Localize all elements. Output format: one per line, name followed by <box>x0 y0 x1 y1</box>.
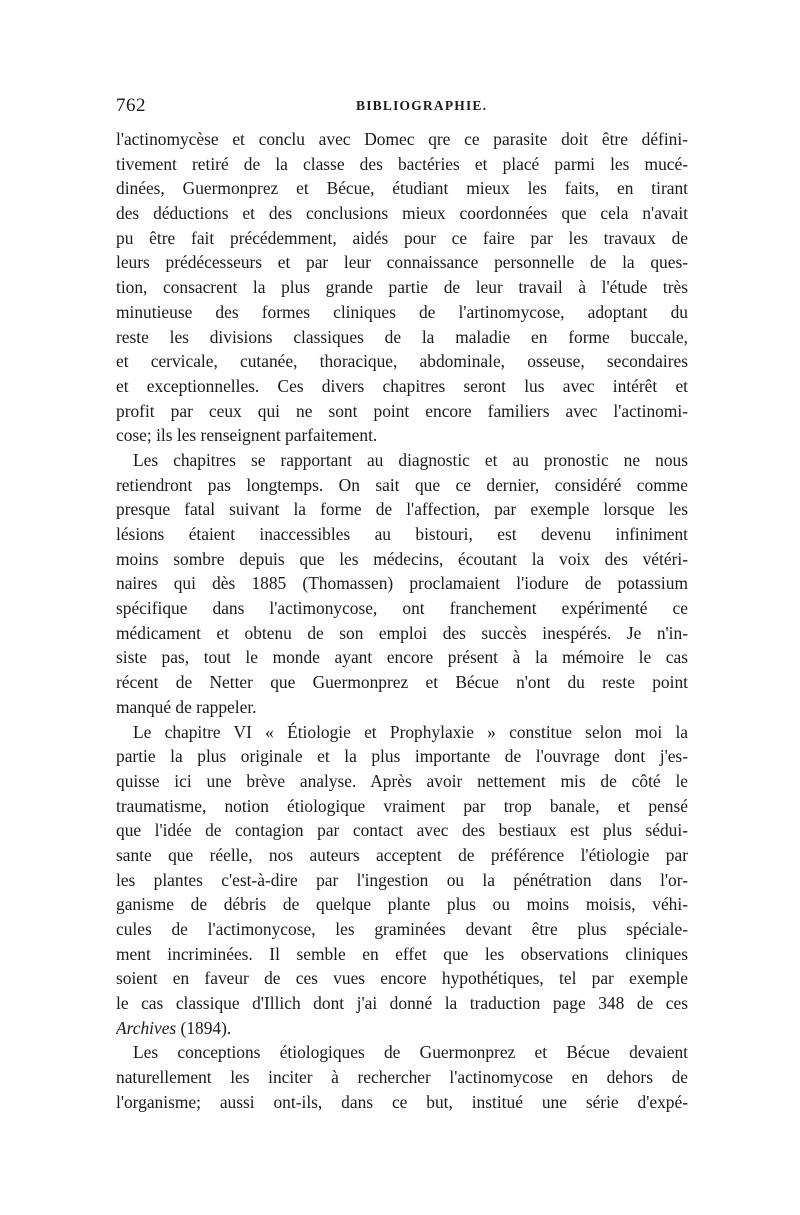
text-line: minutieuse des formes cliniques de l'artinomycose, adoptant du <box>116 301 688 322</box>
text-line: partie la plus originale et la plus importante de l'ouvrage dont j'es- <box>116 746 688 767</box>
text-line: traumatisme, notion étiologique vraiment par trop banale, et pensé <box>116 795 688 816</box>
running-title: BIBLIOGRAPHIE. <box>356 98 488 113</box>
year-citation: (1894). <box>176 1017 232 1038</box>
text-line: retiendront pas longtemps. On sait que ce dernier, considéré comme <box>116 474 688 495</box>
text-line: les plantes c'est-à-dire par l'ingestion ou la pénétration dans l'or- <box>116 869 688 890</box>
text-line: soient en faveur de ces vues encore hypothétiques, tel par exemple <box>116 968 688 989</box>
text-line: naires qui dès 1885 (Thomassen) proclamaient l'iodure de potassium <box>116 573 688 594</box>
text-line: profit par ceux qui ne sont point encore familiers avec l'actinomi- <box>116 400 688 421</box>
text-line: ganisme de débris de quelque plante plus ou moins moisis, véhi- <box>116 894 688 915</box>
text-line: quisse ici une brève analyse. Après avoir nettement mis de côté le <box>116 770 688 791</box>
text-line: sante que réelle, nos auteurs acceptent de préférence l'étiologie par <box>116 844 688 865</box>
text-line: siste pas, tout le monde ayant encore présent à la mémoire le cas <box>116 647 688 668</box>
text-line: cules de l'actimonycose, les graminées devant être plus spéciale- <box>116 919 688 939</box>
paragraph-first-line: Les chapitres se rapportant au diagnostic et au pronostic ne nous <box>133 449 688 470</box>
journal-title: Archives <box>116 1017 177 1038</box>
text-line: et exceptionnelles. Ces divers chapitres seront lus avec intérêt et <box>116 375 688 396</box>
text-line: médicament et obtenu de son emploi des succès inespérés. Je n'in- <box>116 622 688 643</box>
paragraph-first-line: Le chapitre VI « Étiologie et Prophylaxie » constitue selon moi la <box>133 721 688 742</box>
text-line: ment incriminées. Il semble en effet que les observations cliniques <box>116 943 688 964</box>
text-line: reste les divisions classiques de la maladie en forme buccale, <box>116 326 688 347</box>
text-line: lésions étaient inaccessibles au bistouri, est devenu infiniment <box>116 524 688 544</box>
body-text <box>116 127 688 1115</box>
text-line: le cas classique d'Illich dont j'ai donné la traduction page 348 de ces <box>116 993 688 1014</box>
text-line: spécifique dans l'actimonycose, ont franchement expérimenté ce <box>116 598 688 619</box>
text-line: manqué de rappeler. <box>116 696 257 717</box>
text-line: leurs prédécesseurs et par leur connaissance personnelle de la ques- <box>116 252 688 273</box>
text-line: pu être fait précédemment, aidés pour ce faire par les travaux de <box>116 227 688 248</box>
text-line: que l'idée de contagion par contact avec des bestiaux est plus sédui- <box>116 820 688 841</box>
text-line <box>116 1016 688 1041</box>
text-line: et cervicale, cutanée, thoracique, abdominale, osseuse, secondaires <box>116 351 688 372</box>
text-line: tivement retiré de la classe des bactéries et placé parmi les mucé- <box>116 153 688 174</box>
text-line: des déductions et des conclusions mieux coordonnées que cela n'avait <box>116 203 688 224</box>
text-line: naturellement les inciter à rechercher l'actinomycose en dehors de <box>116 1067 688 1088</box>
text-line: cose; ils les renseignent parfaitement. <box>116 425 378 446</box>
text-line: dinées, Guermonprez et Bécue, étudiant mieux les faits, en tirant <box>116 178 688 199</box>
text-line: moins sombre depuis que les médecins, écoutant la voix des vétéri- <box>116 548 688 569</box>
text-line: l'actinomycèse et conclu avec Domec qre ce parasite doit être défini- <box>116 129 688 149</box>
page-number: 762 <box>116 95 146 116</box>
running-head <box>116 95 686 121</box>
text-line: l'organisme; aussi ont-ils, dans ce but, institué une série d'expé- <box>116 1091 688 1112</box>
paragraph-first-line: Les conceptions étiologiques de Guermonprez et Bécue devaient <box>133 1042 688 1063</box>
text-line: tion, consacrent la plus grande partie de leur travail à l'étude très <box>116 277 688 298</box>
text-line: presque fatal suivant la forme de l'affection, par exemple lorsque les <box>116 499 688 520</box>
text-line: récent de Netter que Guermonprez et Bécue n'ont du reste point <box>116 672 688 693</box>
